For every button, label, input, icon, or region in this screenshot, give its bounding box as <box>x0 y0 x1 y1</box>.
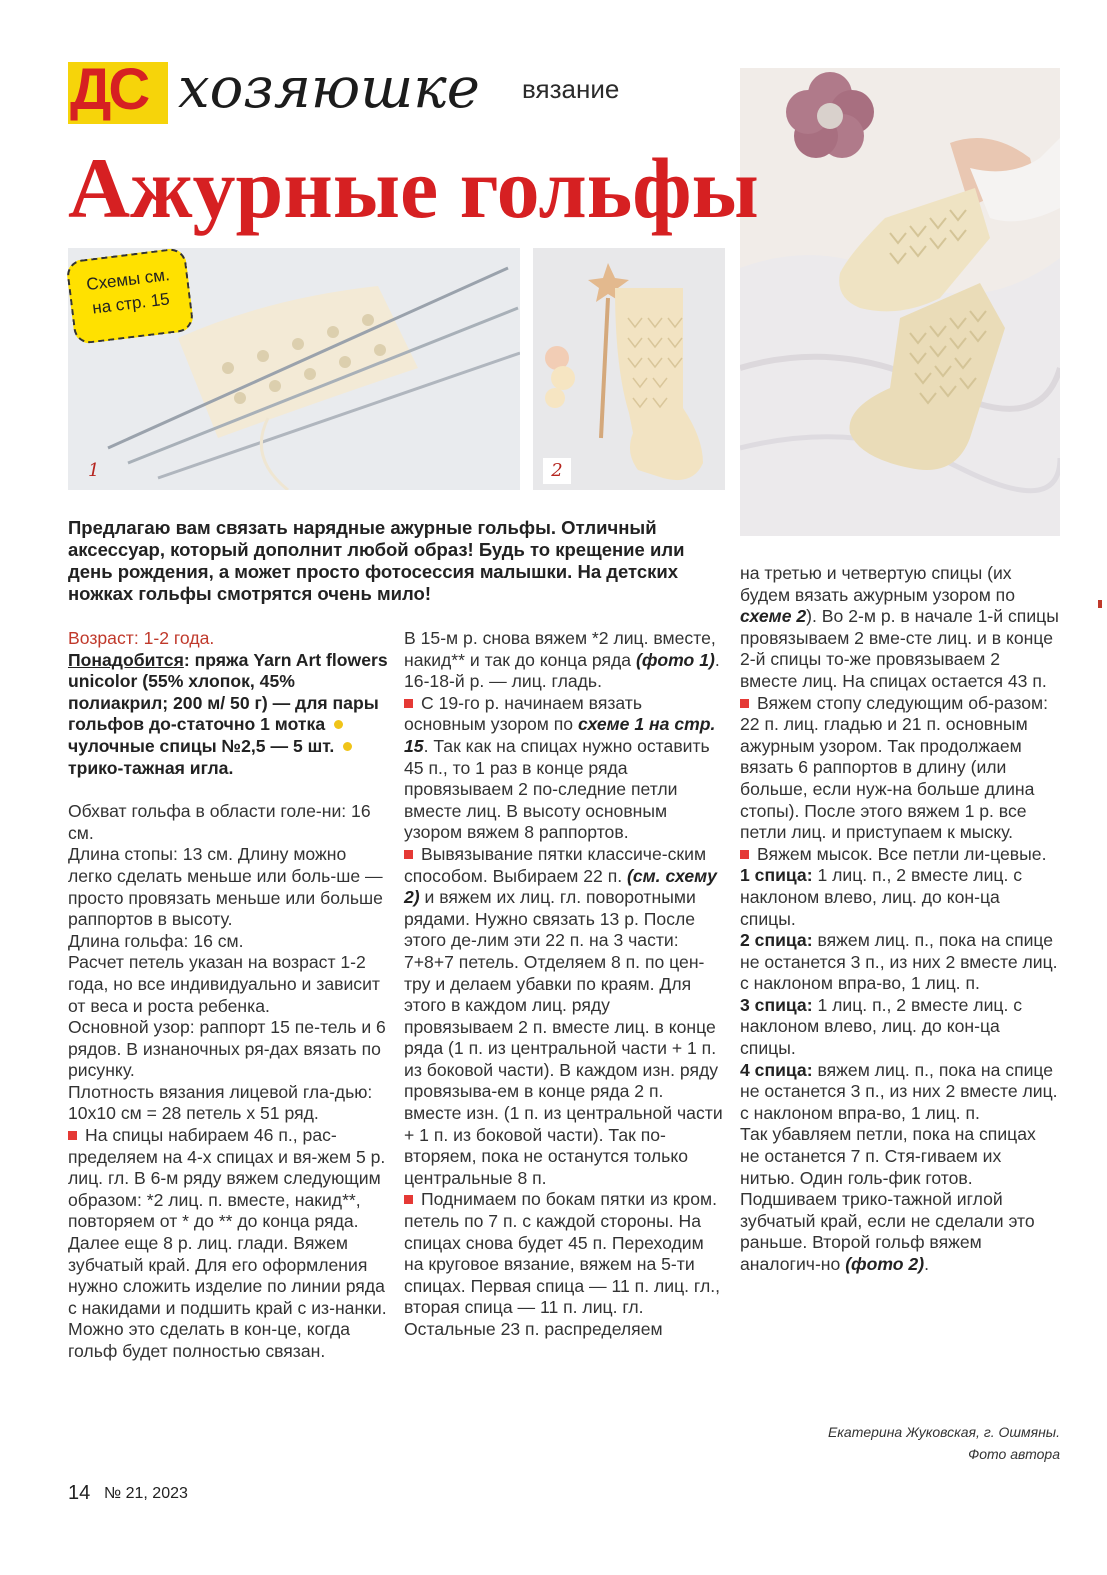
row-15-instructions: В 15-м р. снова вяжем *2 лиц. вместе, накид** и так до конца ряда (фото 1). <box>404 628 720 670</box>
materials-paragraph <box>68 650 390 780</box>
bullet-dot-icon <box>343 742 352 751</box>
photo-baby-socks-illustration <box>740 68 1060 536</box>
materials-label: Понадобится <box>68 649 184 670</box>
needle-3-step: 3 спица: 1 лиц. п., 2 вместе лиц. с наклоном влево, лиц. до кон-ца спицы. <box>740 994 1023 1059</box>
bullet-square-icon <box>740 699 749 708</box>
materials-yarn: : пряжа Yarn Art flowers unicolor (55% хлопок, 45% полиакрил; 200 м/ 50 г) — для пары гольфов до-статочно 1 мотка <box>68 649 388 735</box>
scheme-2-reference: (см. схему 2) <box>404 865 717 908</box>
scheme-1-reference: схеме 1 на стр. 15 <box>404 714 716 756</box>
photo-baby-socks <box>740 68 1060 536</box>
section-label: вязание <box>522 74 620 104</box>
foot-length: Длина стопы: 13 см. Длину можно легко сделать меньше или боль-ше — просто провязать меньше или больше раппортов в высоту. <box>68 844 383 930</box>
rows-16-18: 16-18-й р. — лиц. гладь. <box>404 671 602 692</box>
schemes-badge <box>65 247 194 345</box>
main-pattern: Основной узор: раппорт 15 пе-тель и 6 рядов. В изнаночных ря-дах вязать по рисунку. <box>68 1017 386 1081</box>
badge-line-2: на стр. 15 <box>91 289 171 318</box>
toe-instructions: Вяжем мысок. Все петли ли-цевые. <box>740 844 1060 866</box>
needle-4-step: 4 спица: вяжем лиц. п., пока на спице не останется 3 п., из них 2 вместе лиц. с наклоном впра-во, 1 лиц. п. <box>740 1059 1058 1123</box>
bullet-square-icon <box>740 850 749 859</box>
photo-2-finished-sock <box>533 248 725 490</box>
photo-number-2: 2 <box>543 458 571 484</box>
foot-instructions: Вяжем стопу следующим об-разом: 22 п. лиц. гладью и 21 п. основным ажурным узором. Так продолжаем вязать 6 раппортов в длину (или больше, если нуж-на больше длина стопы). После этого вяжем 1 р. все петли лиц. и приступаем к мыску. <box>740 692 1048 843</box>
gauge: Плотность вязания лицевой гла-дью: 10х10 см = 28 петель х 51 ряд. <box>68 1081 373 1124</box>
brand-name: хозяюшке <box>178 56 480 121</box>
brand-ds-text: ДС <box>70 57 148 122</box>
column-2 <box>404 628 724 1341</box>
needle-1-step: 1 спица: 1 лиц. п., 2 вместе лиц. с наклоном влево, лиц. до кон-ца спицы. <box>740 865 1023 929</box>
photo-credit: Фото автора <box>968 1446 1060 1462</box>
bullet-dot-icon <box>334 720 343 729</box>
cast-on-instructions: На спицы набираем 46 п., рас-пределяем на 4-х спицах и вя-жем 5 р. лиц. гл. В 6-м ряду вяжем следующим образом: *2 лиц. п. вместе, накид**, повторяем от * до ** до конца ряда. Далее еще 8 р. лиц. глади. Вяжем зубчатый край. Для его оформления нужно сложить изделие по линии ряда с накидами и подшить край с из-нанки. Можно это сделать в кон-це, когда гольф будет полностью связан. <box>68 1125 387 1361</box>
photo-2-illustration <box>533 248 725 490</box>
calf-girth: Обхват гольфа в области голе-ни: 16 см. <box>68 801 371 843</box>
bullet-square-icon <box>404 850 413 859</box>
materials-tool: трико-тажная игла. <box>68 757 234 778</box>
row-19-instructions: С 19-го р. начинаем вязать основным узором по схеме 1 на стр. 15. Так как на спицах нужно оставить 45 п., то 1 раз в конце ряда провязываем 2 по-следние петли вместе лиц. В высоту основным узором вяжем 8 раппортов. <box>404 692 716 843</box>
scheme-2-reference: схеме 2 <box>740 606 807 627</box>
column-1 <box>68 628 390 1363</box>
author-credit: Екатерина Жуковская, г. Ошмяны. <box>827 1424 1060 1440</box>
materials-needles: чулочные спицы №2,5 — 5 шт. <box>68 735 335 756</box>
needles-distribution: на третью и четвертую спицы (их будем вязать ажурным узором по схеме 2). Во 2-м р. в начале 1-й спицы провязываем 2 вме-сте лиц. и в конце 2-й спицы то-же провязываем 2 вместе лиц. На спицах остается 43 п. <box>740 563 1059 691</box>
photo-number-1: 1 <box>88 460 100 481</box>
brand-logo <box>68 57 168 124</box>
article-title: Ажурные гольфы <box>68 140 759 236</box>
finishing-instructions: Так убавляем петли, пока на спицах не останется 7 п. Стя-гиваем их нитью. Один голь-фик готов. Подшиваем трико-тажной иглой зубчатый край, если не сделали это раньше. Второй гольф вяжем аналогич-но (фото 2). <box>740 1124 1036 1274</box>
bullet-square-icon <box>404 699 413 708</box>
page-number: 14 <box>68 1482 91 1504</box>
badge-line-1: Схемы см. <box>85 265 171 295</box>
edge-marker <box>1098 600 1102 608</box>
heel-instructions: Вывязывание пятки классиче-ским способом. Выбираем 22 п. (см. схему 2) и вяжем их лиц. гл. поворотными рядами. Нужно связать 13 р. После этого де-лим эти 22 п. на 3 части: 7+8+7 петель. Отделяем 8 п. по цен-тру и делаем убавки по краям. Для этого в каждом лиц. ряду провязываем 2 п. вместе лиц. в конце ряда (1 п. из центральной части + 1 п. из боковой части). В каждом изн. ряду провязыва-ем в конце ряда 2 п. вместе изн. (1 п. из центральной части + 1 п. из боковой части). Так по-вторяем, пока не останутся только центральные 8 п. <box>404 843 723 1188</box>
sock-length: Длина гольфа: 16 см. <box>68 930 244 951</box>
issue-number: № 21, 2023 <box>104 1485 188 1502</box>
age-line: Возраст: 1-2 года. <box>68 628 215 648</box>
photo-1-reference: (фото 1) <box>635 649 715 670</box>
needle-2-step: 2 спица: вяжем лиц. п., пока на спице не останется 3 п., из них 2 вместе лиц. с наклоном впра-во, 1 лиц. п. <box>740 930 1058 994</box>
intro-paragraph: Предлагаю вам связать нарядные ажурные гольфы. Отличный аксессуар, который дополнит любой образ! Будь то крещение или день рождения, а может просто фотосессия малышки. На детских ножках гольфы смотрятся очень мило! <box>68 517 685 604</box>
photo-2-reference: (фото 2) <box>845 1254 925 1274</box>
bullet-square-icon <box>68 1131 77 1140</box>
column-3 <box>740 563 1060 1276</box>
gusset-instructions: Поднимаем по бокам пятки из кром. петель по 7 п. с каждой стороны. На спицах снова будет 45 п. Переходим на круговое вязание, вяжем на 5-ти спицах. Первая спица — 11 п. лиц. гл., вторая спица — 11 п. лиц. гл. Остальные 23 п. распределяем <box>404 1189 721 1339</box>
bullet-square-icon <box>404 1195 413 1204</box>
stitch-calculation: Расчет петель указан на возраст 1-2 года, но все индивидуально и зависит от веса и роста ребенка. <box>68 952 380 1016</box>
